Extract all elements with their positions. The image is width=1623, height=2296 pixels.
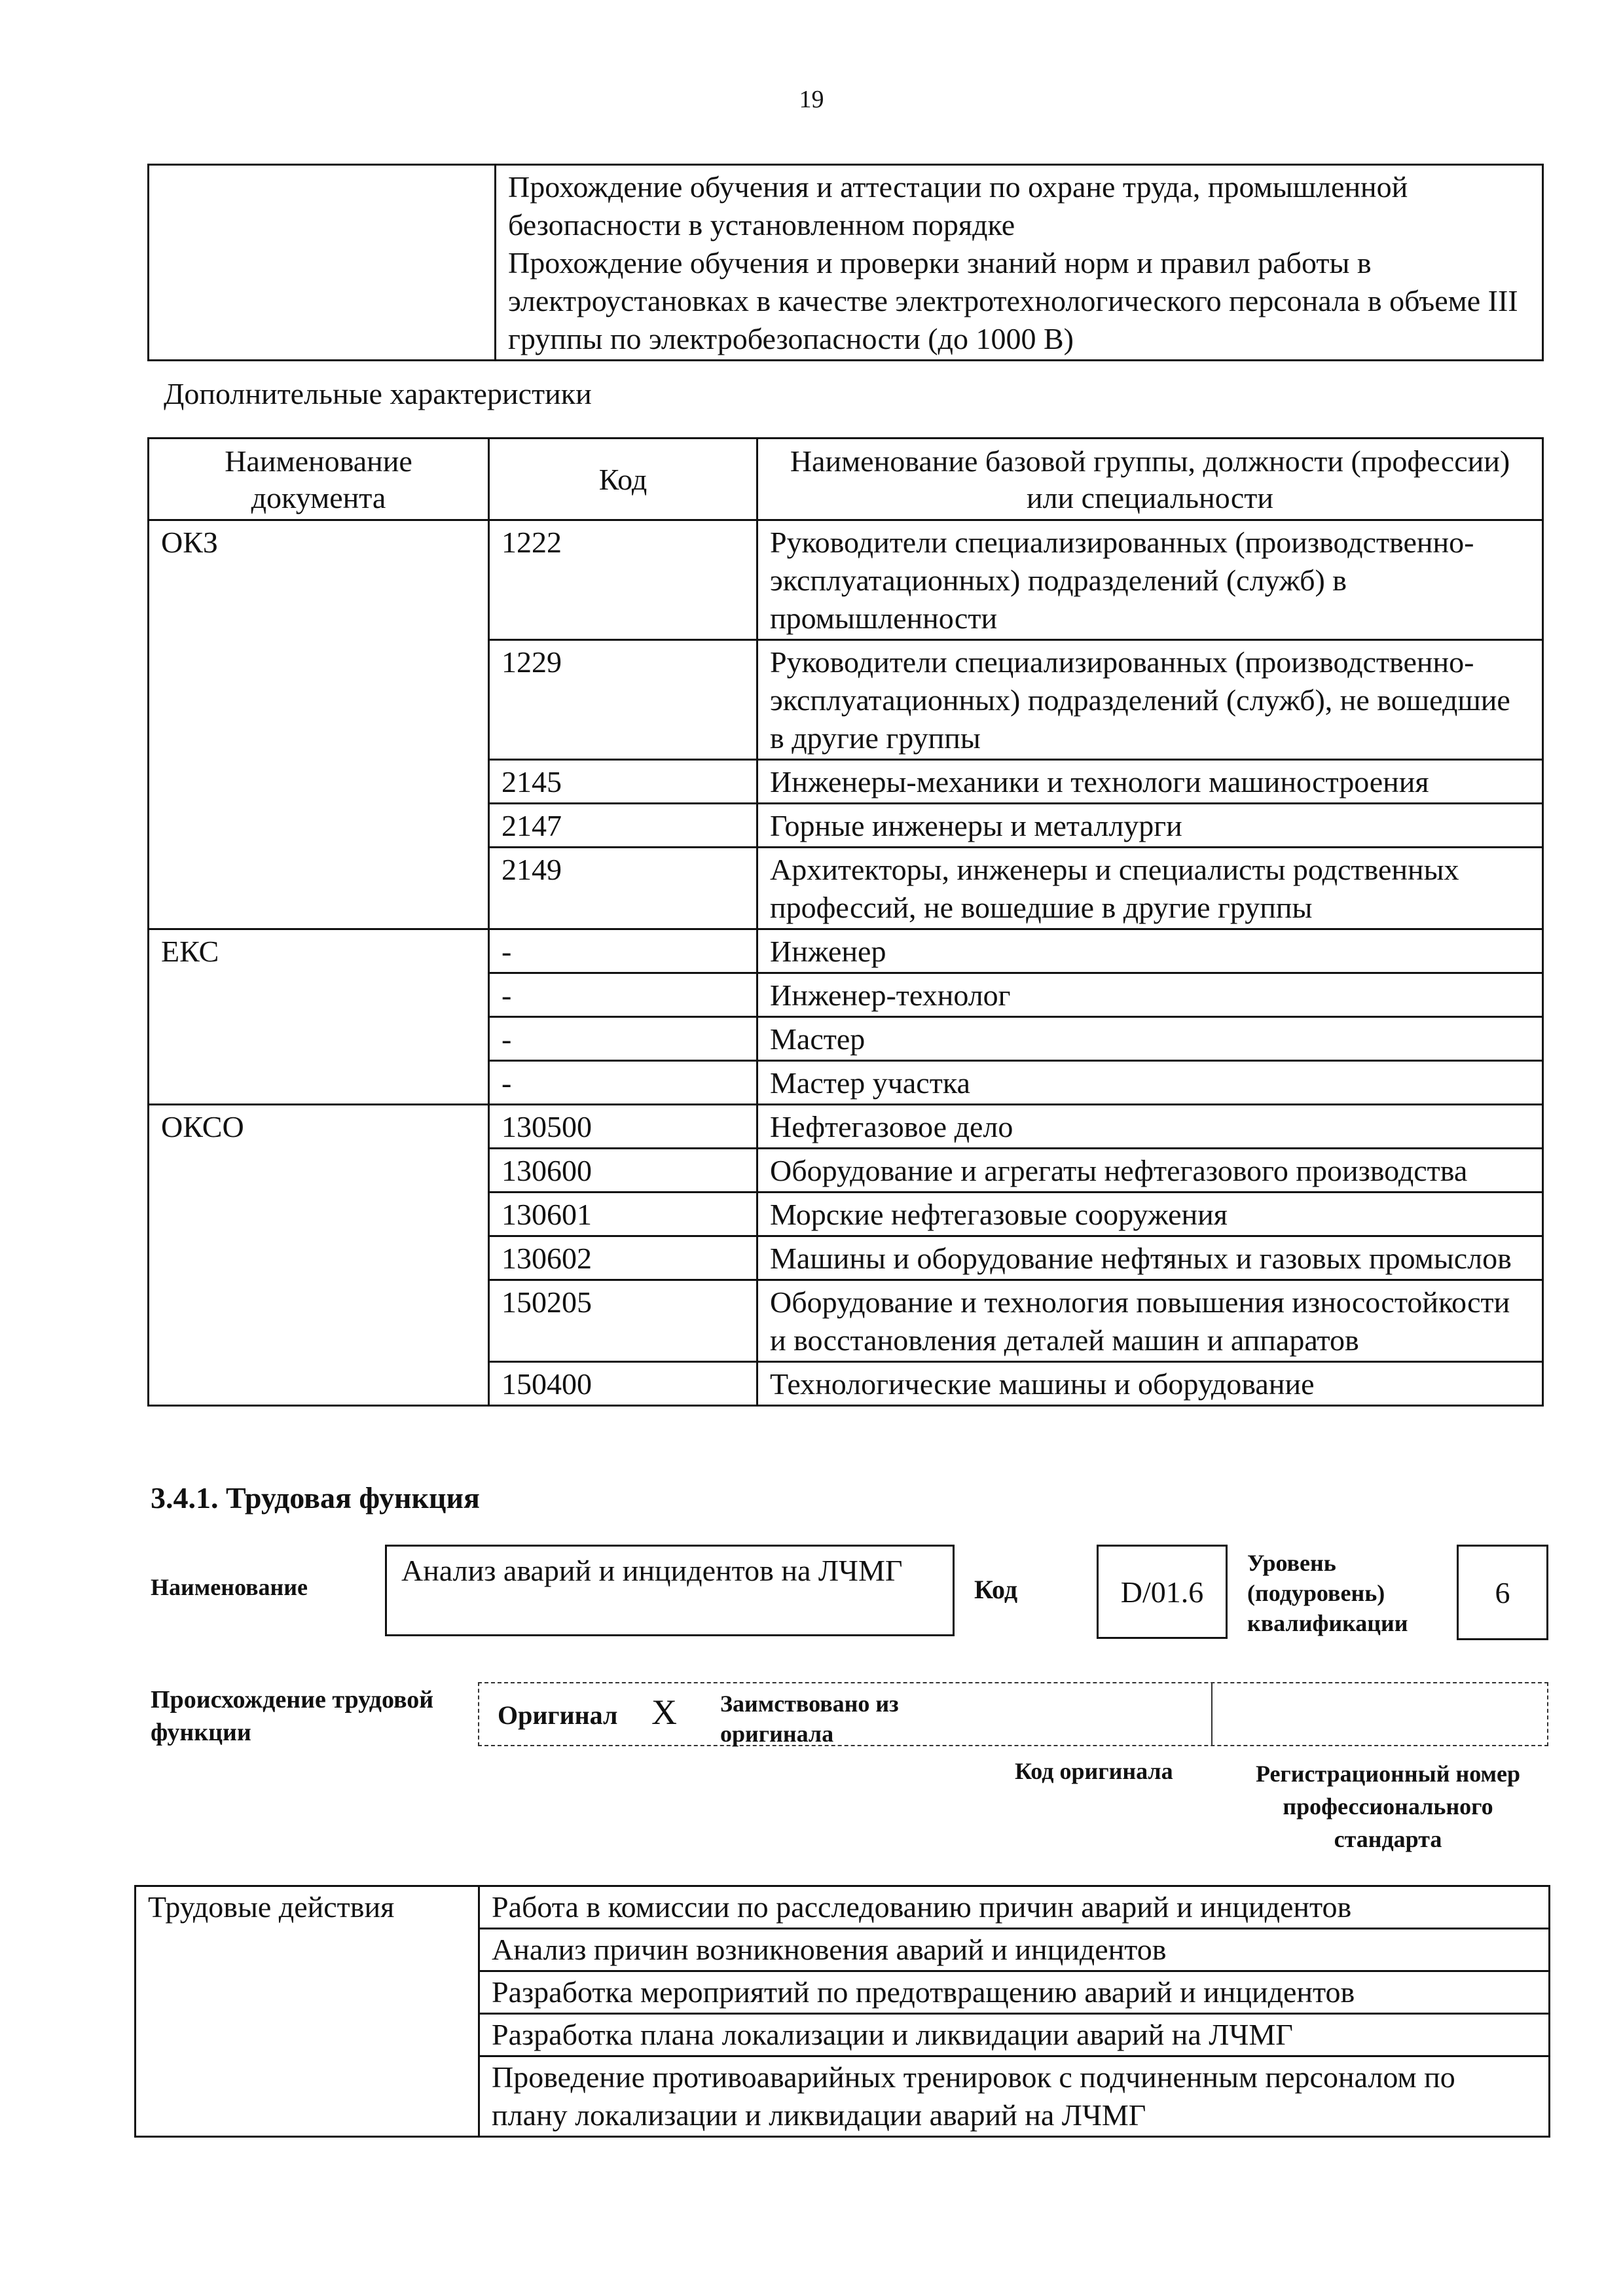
original-mark: X — [651, 1693, 677, 1732]
table-row — [149, 1193, 1543, 1236]
table-row — [149, 973, 1543, 1017]
name-cell: Инженер-технолог — [757, 973, 1543, 1017]
code-cell: - — [489, 1017, 757, 1061]
action-item: Разработка плана локализации и ликвидации аварий на ЛЧМГ — [479, 2014, 1550, 2056]
name-label: Наименование — [151, 1574, 308, 1600]
table-row — [149, 520, 1543, 640]
code-original-label: Код оригинала — [1015, 1758, 1173, 1784]
empty-cell — [149, 1149, 489, 1193]
header-code: Код — [489, 439, 757, 520]
action-item: Разработка мероприятий по предотвращению аварий и инцидентов — [479, 1971, 1550, 2014]
requirements-cell — [496, 165, 1543, 361]
action-item: Работа в комиссии по расследованию причин аварий и инцидентов — [479, 1886, 1550, 1929]
empty-cell — [149, 1061, 489, 1105]
actions-label: Трудовые действия — [136, 1886, 479, 2137]
name-cell: Оборудование и технология повышения износостойкости и восстановления деталей машин и аппаратов — [757, 1280, 1543, 1362]
action-item: Анализ причин возникновения аварий и инцидентов — [479, 1929, 1550, 1971]
empty-cell — [149, 1017, 489, 1061]
level-box: 6 — [1457, 1545, 1548, 1640]
origin-divider — [1211, 1682, 1213, 1746]
name-cell: Горные инженеры и металлурги — [757, 804, 1543, 848]
doc-label-eks: ЕКС — [149, 929, 489, 973]
table-row — [149, 640, 1543, 760]
doc-label-okso: ОКСО — [149, 1105, 489, 1149]
function-name-box: Анализ аварий и инцидентов на ЛЧМГ — [385, 1545, 955, 1636]
reg-number-label: Регистрационный номер профессионального стандарта — [1255, 1761, 1521, 1852]
table-row — [136, 1886, 1550, 1929]
table-row — [149, 760, 1543, 804]
name-cell: Оборудование и агрегаты нефтегазового производства — [757, 1149, 1543, 1193]
code-label: Код — [974, 1575, 1018, 1604]
table-row — [149, 804, 1543, 848]
table-row — [149, 165, 1543, 361]
code-cell: 150400 — [489, 1362, 757, 1406]
empty-cell — [149, 1362, 489, 1406]
origin-label: Происхождение трудовой функции — [151, 1686, 434, 1746]
additional-characteristics-table — [147, 437, 1544, 1407]
code-cell: 2147 — [489, 804, 757, 848]
doc-label-okz: ОКЗ — [149, 520, 489, 640]
empty-cell — [149, 1193, 489, 1236]
name-cell: Нефтегазовое дело — [757, 1105, 1543, 1149]
table-row — [149, 1149, 1543, 1193]
empty-cell — [149, 973, 489, 1017]
name-cell: Технологические машины и оборудование — [757, 1362, 1543, 1406]
header-doc: Наименование документа — [149, 439, 489, 520]
code-cell: 2149 — [489, 848, 757, 929]
name-cell: Руководители специализированных (производственно-эксплуатационных) подразделений (служб), не вошедшие в другие группы — [757, 640, 1543, 760]
code-cell: 1229 — [489, 640, 757, 760]
empty-cell — [149, 165, 496, 361]
code-cell: 130601 — [489, 1193, 757, 1236]
name-cell: Инженеры-механики и технологи машиностроения — [757, 760, 1543, 804]
table-row — [149, 1280, 1543, 1362]
table-row — [149, 1236, 1543, 1280]
labor-actions-table — [134, 1885, 1550, 2138]
header-name: Наименование базовой группы, должности (профессии) или специальности — [757, 439, 1543, 520]
name-cell: Архитекторы, инженеры и специалисты родственных профессий, не вошедшие в другие группы — [757, 848, 1543, 929]
requirement-text: Прохождение обучения и проверки знаний норм и правил работы в электроустановках в качестве электротехнологического персонала в объеме III группы по электробезопасности (до 1000 В) — [508, 246, 1518, 355]
table-row — [149, 1017, 1543, 1061]
page-number: 19 — [799, 86, 824, 113]
code-cell: 150205 — [489, 1280, 757, 1362]
code-cell: 1222 — [489, 520, 757, 640]
table-row — [149, 1061, 1543, 1105]
empty-cell — [149, 848, 489, 929]
code-cell: - — [489, 929, 757, 973]
table-row — [149, 848, 1543, 929]
function-code-box: D/01.6 — [1097, 1545, 1228, 1639]
name-cell: Машины и оборудование нефтяных и газовых промыслов — [757, 1236, 1543, 1280]
name-cell: Мастер участка — [757, 1061, 1543, 1105]
table-row — [149, 1105, 1543, 1149]
empty-cell — [149, 640, 489, 760]
code-cell: - — [489, 973, 757, 1017]
code-cell: 130600 — [489, 1149, 757, 1193]
requirements-table — [147, 164, 1544, 361]
requirement-text: Прохождение обучения и аттестации по охране труда, промышленной безопасности в установленном порядке — [508, 170, 1408, 242]
name-cell: Морские нефтегазовые сооружения — [757, 1193, 1543, 1236]
table-row — [149, 1362, 1543, 1406]
empty-cell — [149, 804, 489, 848]
code-cell: - — [489, 1061, 757, 1105]
borrowed-label: Заимствовано из оригинала — [720, 1691, 899, 1747]
header-row — [149, 439, 1543, 520]
code-cell: 130602 — [489, 1236, 757, 1280]
action-item: Проведение противоаварийных тренировок с подчиненным персоналом по плану локализации и ликвидации аварий на ЛЧМГ — [479, 2056, 1550, 2137]
empty-cell — [149, 760, 489, 804]
section-title: 3.4.1. Трудовая функция — [151, 1481, 480, 1515]
empty-cell — [149, 1236, 489, 1280]
name-cell: Мастер — [757, 1017, 1543, 1061]
additional-characteristics-caption: Дополнительные характеристики — [164, 377, 592, 410]
original-label: Оригинал — [498, 1700, 618, 1730]
name-cell: Руководители специализированных (производственно-эксплуатационных) подразделений (служб) в промышленности — [757, 520, 1543, 640]
empty-cell — [149, 1280, 489, 1362]
origin-box — [478, 1682, 1548, 1746]
name-cell: Инженер — [757, 929, 1543, 973]
code-cell: 2145 — [489, 760, 757, 804]
level-label: Уровень (подуровень) квалификации — [1247, 1550, 1408, 1636]
code-cell: 130500 — [489, 1105, 757, 1149]
table-row — [149, 929, 1543, 973]
